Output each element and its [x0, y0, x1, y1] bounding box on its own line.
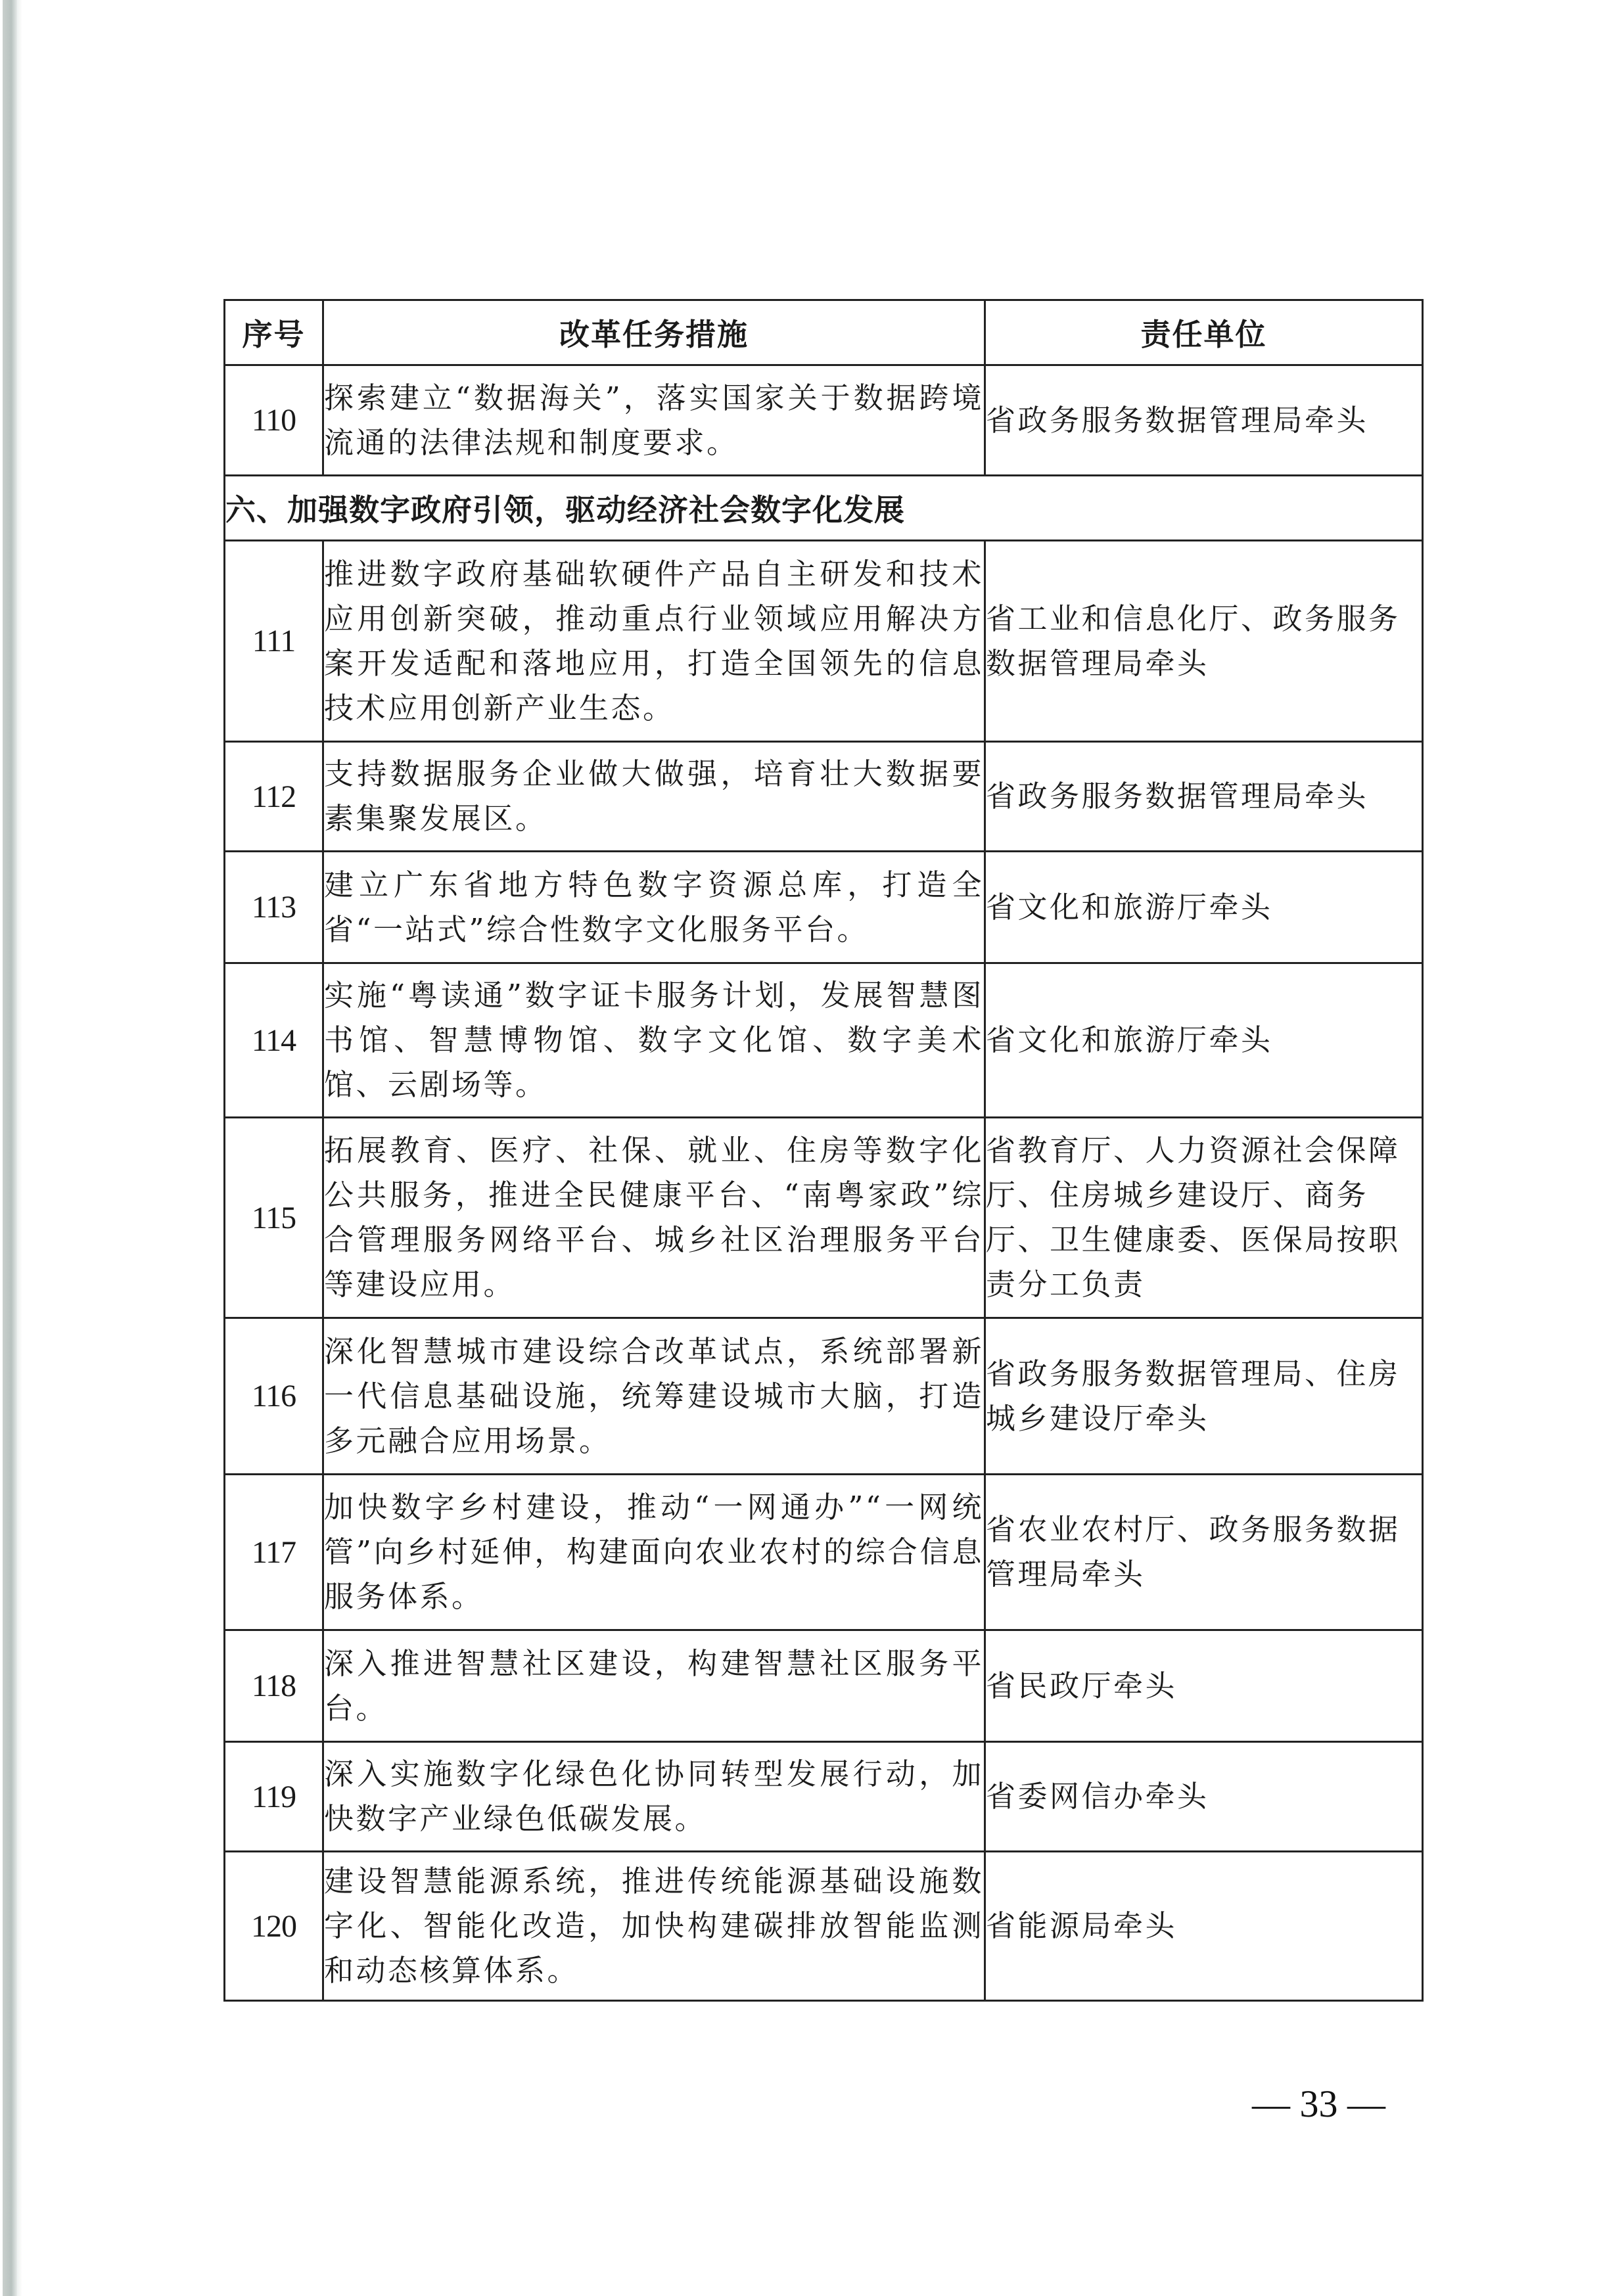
table-row	[225, 742, 1423, 852]
row-unit: 省教育厅、人力资源社会保障厅、住房城乡建设厅、商务厅、卫生健康委、医保局按职责分工负责	[985, 1118, 1423, 1318]
table-row	[225, 1475, 1423, 1630]
row-task: 推进数字政府基础软硬件产品自主研发和技术应用创新突破，推动重点行业领域应用解决方案开发适配和落地应用，打造全国领先的信息技术应用创新产业生态。	[323, 541, 985, 742]
row-number: 119	[225, 1742, 323, 1852]
row-number: 111	[225, 541, 323, 742]
table-row	[225, 1118, 1423, 1318]
row-number: 110	[225, 365, 323, 476]
header-task: 改革任务措施	[323, 300, 985, 365]
row-number: 114	[225, 963, 323, 1118]
table-row	[225, 852, 1423, 963]
table-row	[225, 1318, 1423, 1475]
header-number: 序号	[225, 300, 323, 365]
row-task: 建立广东省地方特色数字资源总库，打造全省“一站式”综合性数字文化服务平台。	[323, 852, 985, 963]
row-task: 实施“粤读通”数字证卡服务计划，发展智慧图书馆、智慧博物馆、数字文化馆、数字美术馆、云剧场等。	[323, 963, 985, 1118]
row-unit: 省政务服务数据管理局牵头	[985, 742, 1423, 852]
row-task: 探索建立“数据海关”，落实国家关于数据跨境流通的法律法规和制度要求。	[323, 365, 985, 476]
row-number: 117	[225, 1475, 323, 1630]
table-row	[225, 541, 1423, 742]
row-task: 建设智慧能源系统，推进传统能源基础设施数字化、智能化改造，加快构建碳排放智能监测和动态核算体系。	[323, 1852, 985, 2001]
row-unit: 省工业和信息化厅、政务服务数据管理局牵头	[985, 541, 1423, 742]
table-row	[225, 1630, 1423, 1742]
scan-edge-shadow	[17, 0, 22, 2296]
row-task: 深入推进智慧社区建设，构建智慧社区服务平台。	[323, 1630, 985, 1742]
row-unit: 省民政厅牵头	[985, 1630, 1423, 1742]
row-task: 支持数据服务企业做大做强，培育壮大数据要素集聚发展区。	[323, 742, 985, 852]
table-row	[225, 365, 1423, 476]
row-number: 112	[225, 742, 323, 852]
row-unit: 省政务服务数据管理局、住房城乡建设厅牵头	[985, 1318, 1423, 1475]
row-number: 118	[225, 1630, 323, 1742]
row-task: 深入实施数字化绿色化协同转型发展行动，加快数字产业绿色低碳发展。	[323, 1742, 985, 1852]
row-task: 拓展教育、医疗、社保、就业、住房等数字化公共服务，推进全民健康平台、“南粤家政”综合管理服务网络平台、城乡社区治理服务平台等建设应用。	[323, 1118, 985, 1318]
row-unit: 省文化和旅游厅牵头	[985, 963, 1423, 1118]
section-title: 六、加强数字政府引领，驱动经济社会数字化发展	[225, 476, 1423, 541]
row-unit: 省文化和旅游厅牵头	[985, 852, 1423, 963]
scan-binding-edge	[3, 0, 17, 2296]
table-row	[225, 1742, 1423, 1852]
row-number: 113	[225, 852, 323, 963]
row-unit: 省政务服务数据管理局牵头	[985, 365, 1423, 476]
table-header-row	[225, 300, 1423, 365]
row-unit: 省农业农村厅、政务服务数据管理局牵头	[985, 1475, 1423, 1630]
row-task: 深化智慧城市建设综合改革试点，系统部署新一代信息基础设施，统筹建设城市大脑，打造多元融合应用场景。	[323, 1318, 985, 1475]
row-task: 加快数字乡村建设，推动“一网通办”“一网统管”向乡村延伸，构建面向农业农村的综合信息服务体系。	[323, 1475, 985, 1630]
row-number: 120	[225, 1852, 323, 2001]
row-unit: 省能源局牵头	[985, 1852, 1423, 2001]
header-unit: 责任单位	[985, 300, 1423, 365]
section-row	[225, 476, 1423, 541]
row-number: 115	[225, 1118, 323, 1318]
row-unit: 省委网信办牵头	[985, 1742, 1423, 1852]
table-row	[225, 1852, 1423, 2001]
reform-tasks-table	[223, 299, 1424, 2002]
row-number: 116	[225, 1318, 323, 1475]
table-row	[225, 963, 1423, 1118]
page-number: — 33 —	[1252, 2082, 1385, 2125]
